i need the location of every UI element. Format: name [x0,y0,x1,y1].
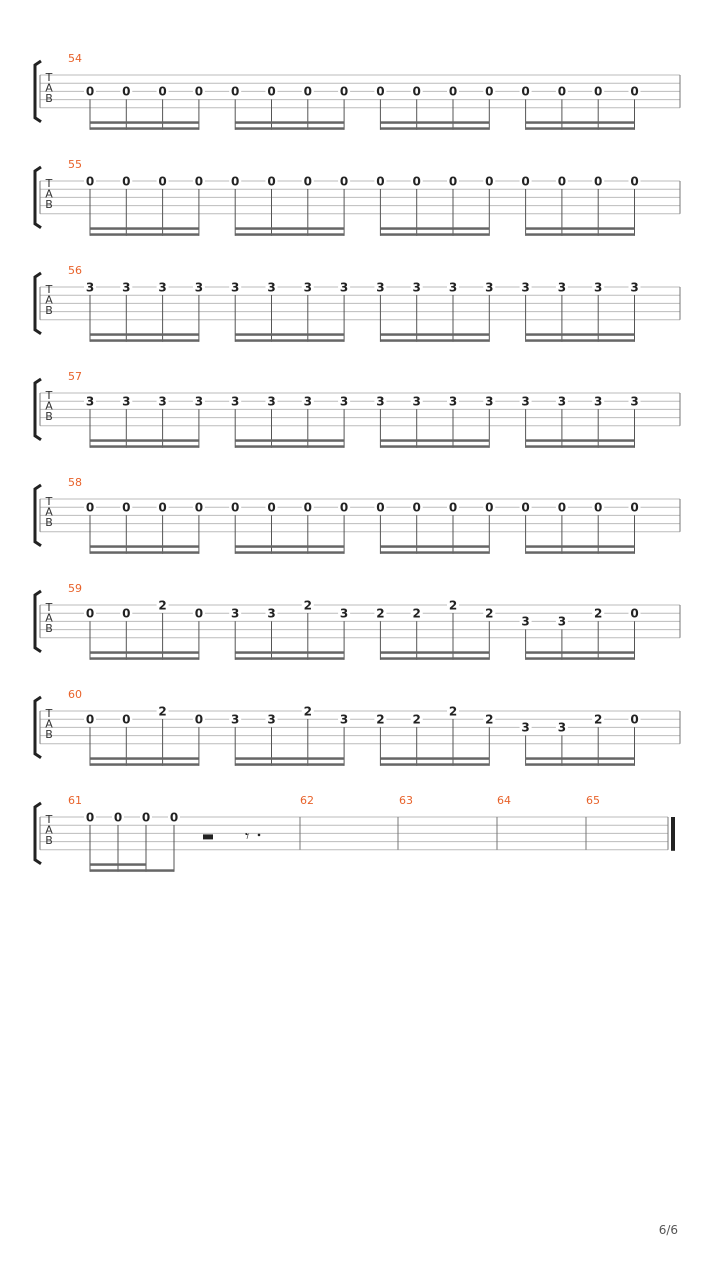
fret-number: 0 [557,84,567,99]
fret-number: 0 [557,174,567,189]
tab-clef-letter: B [45,516,53,529]
fret-number: 0 [485,174,494,189]
fret-number: 2 [485,606,494,621]
tab-clef-letter: T [45,601,53,614]
tab-clef-letter: B [45,92,53,105]
fret-number: 2 [594,606,603,621]
fret-number: 0 [521,84,530,99]
beam-primary [90,551,199,554]
beam-secondary [526,333,635,336]
fret-number: 2 [594,712,603,727]
fret-number: 0 [158,174,167,189]
fret-number: 3 [303,280,312,295]
fret-number: 3 [412,280,421,295]
tab-clef-letter: A [45,399,53,413]
fret-number: 3 [267,280,276,295]
fret-number: 0 [630,500,639,515]
fret-number: 0 [85,810,95,825]
beam-primary [526,551,635,554]
beam-primary [380,657,489,660]
fret-number: 0 [122,500,131,515]
beam-secondary [526,545,635,548]
tab-system [35,264,680,342]
fret-number: 3 [339,606,349,621]
fret-number: 0 [303,500,312,515]
beam-primary [526,763,635,766]
tab-clef-letter: B [45,834,53,847]
fret-number: 2 [412,606,421,621]
rest-dot [258,834,261,837]
fret-number: 2 [448,704,458,719]
fret-number: 0 [485,84,494,99]
tab-clef-letter: B [45,410,53,423]
fret-number: 3 [521,614,530,629]
tab-clef-letter: T [45,495,53,508]
tab-clef-letter: A [45,187,53,201]
beam-primary [526,445,635,448]
fret-number: 3 [122,280,131,295]
tab-system [35,582,680,660]
fret-number: 0 [412,500,421,515]
fret-number: 0 [122,606,131,621]
fret-number: 3 [630,280,639,295]
beam-secondary [526,121,635,124]
fret-number: 0 [194,174,204,189]
fret-number: 0 [85,84,95,99]
beam-primary [380,127,489,130]
fret-number: 0 [521,174,530,189]
fret-number: 3 [630,394,639,409]
fret-number: 2 [303,704,312,719]
fret-number: 3 [485,280,494,295]
fret-number: 0 [376,84,385,99]
tab-system [35,370,680,448]
tab-system [35,476,680,554]
beam-primary [235,233,344,236]
fret-number: 0 [194,712,204,727]
fret-number: 3 [231,712,240,727]
fret-number: 3 [85,394,95,409]
measure-number: 62 [300,794,314,807]
beam-primary [235,657,344,660]
fret-number: 3 [158,394,167,409]
fret-number: 0 [412,174,421,189]
beam-secondary [526,651,635,654]
tab-clef-letter: A [45,717,53,731]
tab-system [35,688,680,766]
tab-clef-letter: A [45,81,53,95]
tab-system [35,158,680,236]
fret-number: 0 [113,810,123,825]
fret-number: 3 [376,280,385,295]
fret-number: 0 [594,500,603,515]
beam-primary [90,127,199,130]
beam-secondary [526,757,635,760]
fret-number: 0 [158,84,167,99]
fret-number: 0 [557,500,567,515]
fret-number: 3 [448,280,458,295]
beam-primary [90,869,174,872]
fret-number: 0 [339,500,349,515]
measure-number: 56 [68,264,82,277]
fret-number: 0 [630,84,639,99]
fret-number: 3 [594,394,603,409]
beam-secondary [235,545,344,548]
page-number: 6/6 [658,1223,678,1237]
tab-clef-letter: T [45,389,53,402]
fret-number: 2 [485,712,494,727]
beam-primary [90,445,199,448]
fret-number: 2 [158,704,167,719]
beam-primary [90,657,199,660]
fret-number: 3 [557,280,567,295]
beam-primary [235,339,344,342]
fret-number: 0 [122,84,131,99]
fret-number: 0 [194,606,204,621]
tab-clef-letter: T [45,177,53,190]
beam-secondary [380,333,489,336]
beam-primary [235,551,344,554]
fret-number: 0 [303,174,312,189]
fret-number: 3 [194,394,204,409]
beam-primary [526,339,635,342]
beam-secondary [90,333,199,336]
fret-number: 3 [267,606,276,621]
fret-number: 0 [231,84,240,99]
fret-number: 0 [194,500,204,515]
beam-secondary [380,651,489,654]
tab-clef-letter: A [45,293,53,307]
fret-number: 2 [412,712,421,727]
measure-number: 61 [68,794,82,807]
fret-number: 3 [231,280,240,295]
beam-secondary [380,121,489,124]
beam-secondary [90,863,146,866]
beam-secondary [235,227,344,230]
beam-primary [526,233,635,236]
fret-number: 0 [630,712,639,727]
fret-number: 0 [630,606,639,621]
tab-clef-letter: T [45,707,53,720]
fret-number: 3 [194,280,204,295]
fret-number: 0 [267,174,276,189]
measure-number: 60 [68,688,82,701]
fret-number: 0 [376,500,385,515]
fret-number: 3 [267,394,276,409]
fret-number: 0 [85,500,95,515]
beam-secondary [90,545,199,548]
fret-number: 3 [557,614,567,629]
measure-number: 58 [68,476,82,489]
beam-secondary [90,227,199,230]
fret-number: 0 [169,810,179,825]
tab-clef-letter: B [45,198,53,211]
tab-clef-letter: T [45,813,53,826]
beam-secondary [380,545,489,548]
beam-secondary [90,121,199,124]
fret-number: 3 [557,394,567,409]
beam-primary [380,551,489,554]
beam-secondary [235,439,344,442]
fret-number: 0 [376,174,385,189]
beam-secondary [235,651,344,654]
fret-number: 3 [158,280,167,295]
fret-number: 2 [376,606,385,621]
beam-primary [90,763,199,766]
beam-secondary [380,757,489,760]
beam-secondary [235,121,344,124]
fret-number: 2 [448,598,458,613]
beam-primary [235,763,344,766]
fret-number: 0 [448,84,458,99]
fret-number: 0 [339,84,349,99]
fret-number: 3 [376,394,385,409]
fret-number: 0 [267,84,276,99]
beam-secondary [90,439,199,442]
beam-secondary [90,651,199,654]
fret-number: 0 [412,84,421,99]
fret-number: 0 [521,500,530,515]
fret-number: 0 [231,174,240,189]
fret-number: 0 [85,174,95,189]
beam-secondary [526,227,635,230]
beam-primary [380,339,489,342]
beam-primary [380,233,489,236]
fret-number: 0 [303,84,312,99]
half-rest [203,834,213,839]
fret-number: 3 [521,720,530,735]
fret-number: 0 [122,174,131,189]
fret-number: 3 [448,394,458,409]
fret-number: 3 [557,720,567,735]
fret-number: 0 [141,810,151,825]
measure-number: 64 [497,794,511,807]
fret-number: 0 [158,500,167,515]
beam-primary [235,127,344,130]
beam-primary [526,657,635,660]
fret-number: 2 [303,598,312,613]
fret-number: 3 [267,712,276,727]
tab-clef-letter: A [45,611,53,625]
fret-number: 3 [412,394,421,409]
fret-number: 3 [339,394,349,409]
tab-clef-letter: B [45,622,53,635]
fret-number: 3 [85,280,95,295]
beam-primary [526,127,635,130]
measure-number: 57 [68,370,82,383]
measure-number: 65 [586,794,600,807]
beam-primary [380,763,489,766]
fret-number: 0 [194,84,204,99]
fret-number: 3 [485,394,494,409]
beam-primary [90,339,199,342]
final-barline-thick [671,817,675,851]
beam-primary [380,445,489,448]
beam-secondary [380,227,489,230]
measure-number: 59 [68,582,82,595]
fret-number: 0 [85,712,95,727]
fret-number: 0 [594,174,603,189]
fret-number: 0 [122,712,131,727]
fret-number: 3 [303,394,312,409]
fret-number: 3 [231,394,240,409]
fret-number: 3 [231,606,240,621]
fret-number: 0 [448,174,458,189]
fret-number: 0 [339,174,349,189]
eighth-rest: 𝄾 [245,826,250,846]
beam-primary [235,445,344,448]
beam-secondary [526,439,635,442]
fret-number: 0 [448,500,458,515]
fret-number: 2 [376,712,385,727]
tab-system [35,52,680,130]
tab-clef-letter: B [45,728,53,741]
fret-number: 3 [339,280,349,295]
tab-clef-letter: A [45,505,53,519]
fret-number: 0 [594,84,603,99]
measure-number: 54 [68,52,82,65]
fret-number: 0 [630,174,639,189]
tab-clef-letter: A [45,823,53,837]
beam-secondary [90,757,199,760]
fret-number: 3 [521,280,530,295]
beam-secondary [235,333,344,336]
tab-system-final [35,794,675,872]
fret-number: 0 [267,500,276,515]
fret-number: 3 [594,280,603,295]
fret-number: 3 [339,712,349,727]
fret-number: 0 [485,500,494,515]
tab-clef-letter: T [45,71,53,84]
fret-number: 3 [122,394,131,409]
beam-secondary [235,757,344,760]
fret-number: 0 [231,500,240,515]
fret-number: 2 [158,598,167,613]
fret-number: 0 [85,606,95,621]
beam-primary [90,233,199,236]
tab-clef-letter: T [45,283,53,296]
beam-secondary [380,439,489,442]
tab-clef-letter: B [45,304,53,317]
measure-number: 55 [68,158,82,171]
measure-number: 63 [399,794,413,807]
fret-number: 3 [521,394,530,409]
